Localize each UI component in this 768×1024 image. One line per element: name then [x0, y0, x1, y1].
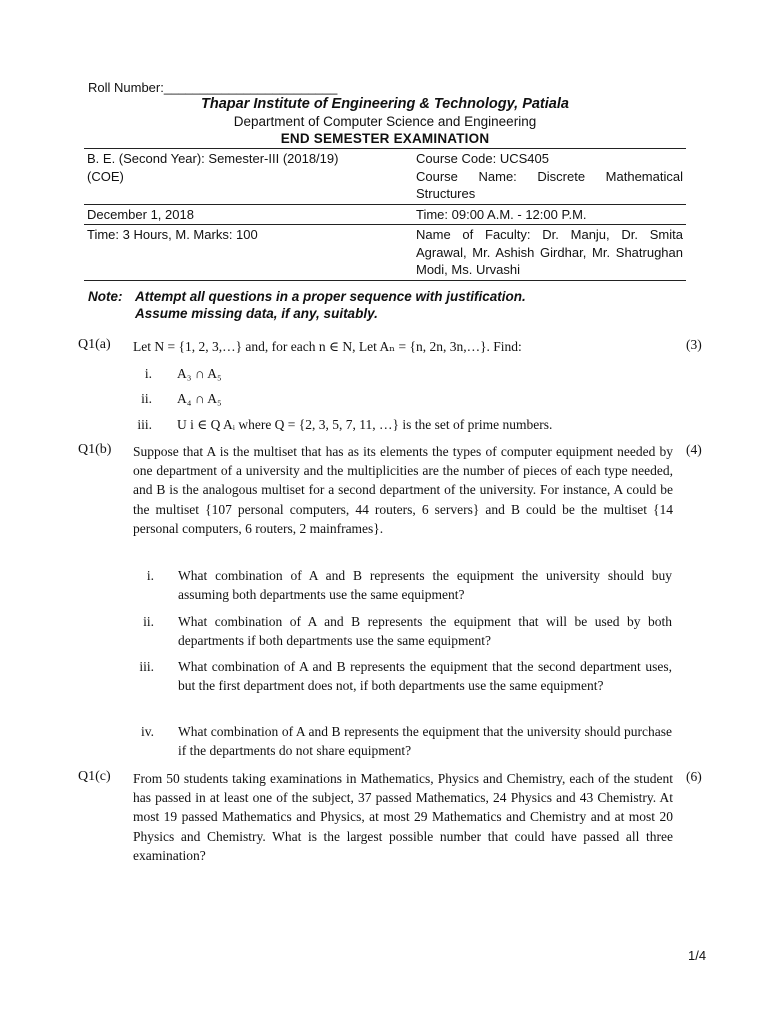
subpart-number: iii. [137, 417, 152, 432]
exam-title: END SEMESTER EXAMINATION [280, 131, 490, 146]
question-marks: (3) [686, 337, 702, 352]
question-text: From 50 students taking examinations in Mathematics, Physics and Chemistry, each of the student has passed in at least one of the subject, 37 passed Mathematics, 24 Physics and 43 Chemistry. At most 19 passed Mathematics and Physics, at most 29 Mathematics and Chemistry and at most 20 Physics and Chemistry. What is the largest possible number that could have passed all three examination? [133, 771, 673, 863]
subpart-text: A₃ ∩ A₅ [177, 366, 222, 381]
subpart-number: iii. [139, 659, 154, 674]
note-line-2: Assume missing data, if any, suitably. [135, 306, 378, 321]
subpart-text: U i ∈ Q Aᵢ where Q = {2, 3, 5, 7, 11, …} is the set of prime numbers. [177, 417, 553, 432]
question-marks: (4) [686, 442, 702, 457]
course-name: Course Name: Discrete Mathematical Structures [416, 168, 683, 201]
exam-date: December 1, 2018 [84, 204, 413, 225]
info-row-course [84, 149, 686, 205]
program-cell [84, 149, 413, 205]
question-text: Let N = {1, 2, 3,…} and, for each n ∈ N, Let Aₙ = {n, 2n, 3n,…}. Find: [133, 339, 522, 354]
subpart-number: iv. [141, 724, 154, 739]
info-row-faculty [84, 225, 686, 281]
institute-name: Thapar Institute of Engineering & Technology, Patiala [201, 96, 569, 112]
subpart-number: ii. [141, 391, 152, 406]
subpart-number: i. [146, 568, 154, 583]
question-text: Suppose that A is the multiset that has as its elements the types of computer equipment needed by one department of a university and the multiplicities are the number of pieces of each type needed, and B is the analogous multiset for a second department of the university. For instance, A could be the multiset {107 personal computers, 44 routers, 6 servers} and B could be the multiset {14 personal computers, 6 routers, 2 mainframes}. [133, 444, 673, 536]
question-marks: (6) [686, 769, 702, 784]
subpart-text: A₄ ∩ A₅ [177, 391, 222, 406]
exam-note [88, 288, 526, 322]
subpart-text: What combination of A and B represents the equipment that the university should purchase if the departments do not share equipment? [178, 724, 672, 759]
question-label: Q1(b) [78, 442, 112, 457]
course-code: Course Code: UCS405 [416, 151, 549, 166]
note-line-1: Attempt all questions in a proper sequence with justification. [135, 289, 526, 304]
question-label: Q1(a) [78, 337, 111, 352]
subpart-number: i. [144, 366, 152, 381]
note-label: Note: [88, 289, 123, 304]
page-number: 1/4 [688, 948, 707, 963]
program-line: B. E. (Second Year): Semester-III (2018/19) [87, 151, 339, 166]
duration-marks: Time: 3 Hours, M. Marks: 100 [84, 225, 413, 281]
exam-info-table [84, 148, 686, 281]
roll-number-line: Roll Number:________________________ [88, 80, 338, 95]
exam-time: Time: 09:00 A.M. - 12:00 P.M. [413, 204, 686, 225]
info-row-date [84, 204, 686, 225]
branch-line: (COE) [87, 168, 124, 184]
question-label: Q1(c) [78, 769, 111, 784]
subpart-text: What combination of A and B represents the equipment that will be used by both departments if both departments use the same equipment? [178, 614, 672, 649]
course-cell [413, 149, 686, 205]
faculty-names: Name of Faculty: Dr. Manju, Dr. Smita Agrawal, Mr. Ashish Girdhar, Mr. Shatrughan Modi, Ms. Urvashi [413, 225, 686, 281]
subpart-text: What combination of A and B represents the equipment the university should buy assuming both departments use the same equipment? [178, 568, 672, 603]
subpart-text: What combination of A and B represents the equipment that the second department uses, but the first department does not, if both departments use the same equipment? [178, 659, 672, 694]
subpart-number: ii. [143, 614, 154, 629]
department-name: Department of Computer Science and Engineering [233, 114, 537, 129]
